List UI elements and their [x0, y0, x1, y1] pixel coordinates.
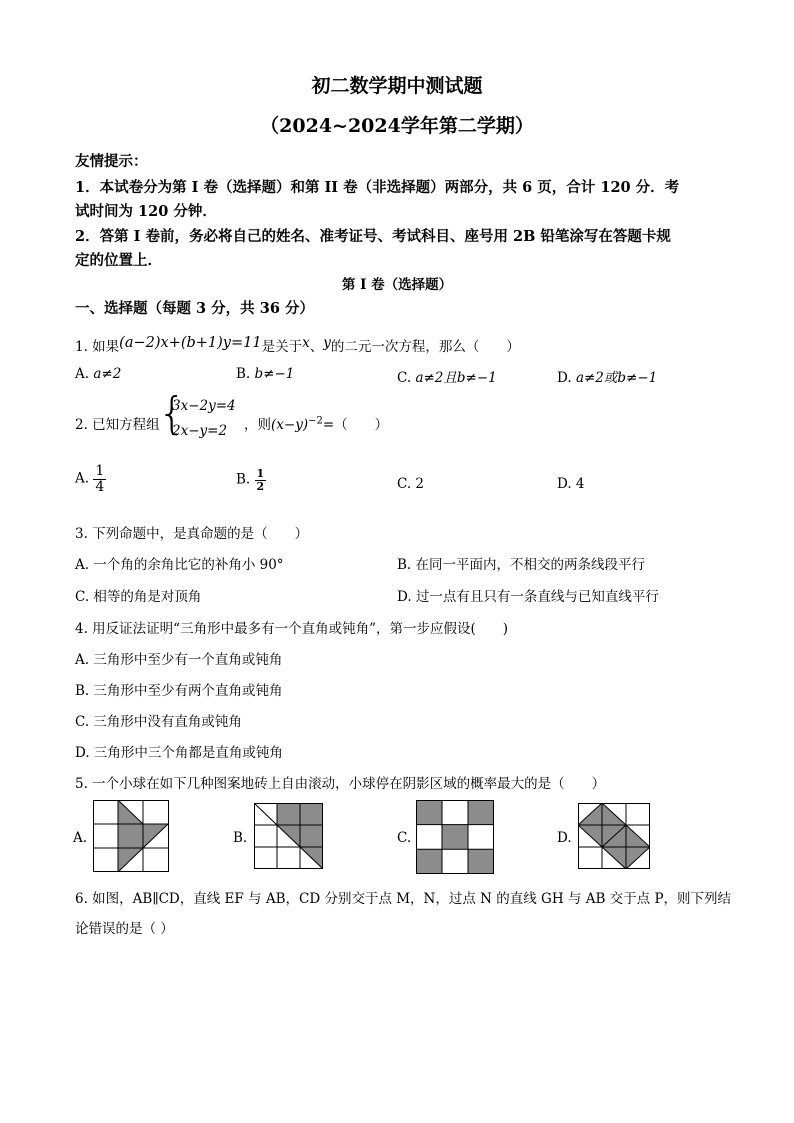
- q5-option-b-label[interactable]: B.: [233, 830, 248, 846]
- page-title: 初二数学期中测试题: [311, 75, 483, 97]
- q1-var-x: x: [302, 335, 310, 351]
- q2-b-num: 1: [256, 467, 265, 480]
- q1-a-label: A.: [75, 366, 90, 382]
- q4-option-c[interactable]: C. 三角形中没有直角或钝角: [75, 714, 242, 730]
- q1-option-b[interactable]: [236, 366, 294, 382]
- q1-d-label: D.: [557, 370, 572, 386]
- q2-post: [244, 413, 388, 433]
- q4-option-a[interactable]: A. 三角形中至少有一个直角或钝角: [75, 652, 283, 668]
- q3-stem: 3. 下列命题中，是真命题的是（ ）: [75, 526, 309, 542]
- q1-sep: 、: [309, 339, 324, 355]
- tile-c-cell-3: [442, 825, 468, 850]
- q1-d-value: a≠2或b≠−1: [575, 370, 658, 386]
- q5-option-a-label[interactable]: A.: [73, 830, 88, 846]
- q1-a-value: a≠2: [93, 366, 122, 382]
- tile-c-cell-4: [416, 849, 442, 874]
- q5-stem: 5. 一个小球在如下几种图案地砖上自由滚动，小球停在阴影区域的概率最大的是（ ）: [75, 776, 606, 792]
- q4-option-d[interactable]: D. 三角形中三个角都是直角或钝角: [75, 745, 283, 761]
- q1-option-d[interactable]: [557, 366, 657, 386]
- q2-b-label: B.: [236, 471, 251, 488]
- tips-line-1b: 试时间为 120 分钟．: [75, 203, 217, 220]
- q4-stem: 4. 用反证法证明“三角形中最多有一个直角或钝角”，第一步应假设( ): [75, 621, 509, 637]
- q2-option-c[interactable]: C. 2: [397, 476, 425, 492]
- tile-c-cell-5: [468, 849, 494, 874]
- q1-mid: 是关于: [261, 339, 303, 355]
- q2-exponent: −2: [308, 415, 323, 427]
- q2-a-den: 4: [95, 478, 105, 495]
- tile-c-cell-1: [416, 800, 442, 825]
- q5-option-c-label[interactable]: C.: [397, 830, 412, 846]
- q1-option-a[interactable]: [75, 366, 121, 382]
- q5-tile-b[interactable]: [254, 803, 323, 869]
- q2-a-num: 1: [95, 463, 105, 479]
- q1-post: 的二元一次方程，那么（ ）: [330, 339, 520, 355]
- q1-c-value: a≠2且b≠−1: [415, 370, 497, 386]
- section-heading: 第 I 卷（选择题）: [341, 277, 453, 293]
- tips-line-1a: 1．本试卷分为第 I 卷（选择题）和第 II 卷（非选择题）两部分，共 6 页，合计 120 分．考: [75, 179, 680, 196]
- q3-option-d[interactable]: D. 过一点有且只有一条直线与已知直线平行: [397, 589, 659, 605]
- q2-eq1: 3x−2y=4: [172, 398, 236, 414]
- q2-b-fraction: [255, 468, 267, 492]
- tips-line-2a: 2．答第 I 卷前，务必将自己的姓名、准考证号、考试科目、座号用 2B 铅笔涂写在答题卡规: [75, 228, 671, 245]
- q1-pre: 1. 如果: [75, 339, 120, 355]
- q6-stem-line-2: 论错误的是（ ）: [75, 921, 174, 937]
- q1-expression: (a−2)x+(b+1)y=11: [119, 335, 262, 351]
- q1-stem: [75, 335, 520, 355]
- q1-b-label: B.: [236, 366, 251, 382]
- tips-heading: 友情提示：: [75, 153, 148, 170]
- q2-option-b[interactable]: [236, 468, 266, 492]
- q1-option-c[interactable]: [397, 366, 497, 386]
- q2-option-d[interactable]: D. 4: [557, 476, 585, 492]
- tile-c-shades: [416, 800, 494, 874]
- q2-option-a[interactable]: [75, 464, 106, 494]
- q2-b-den: 2: [256, 479, 265, 493]
- page-subtitle: （2024~2024学年第二学期）: [260, 115, 534, 137]
- q3-option-a[interactable]: A. 一个角的余角比它的补角小 90°: [75, 557, 284, 573]
- q6-stem-line-1: 6. 如图，AB∥CD，直线 EF 与 AB，CD 分别交于点 M，N，过点 N 的直线 GH 与 AB 交于点 P，则下列结: [75, 891, 732, 907]
- q5-tile-c[interactable]: [416, 800, 494, 874]
- q2-equation-system: [158, 388, 248, 444]
- q1-var-y: y: [323, 335, 331, 351]
- part-heading: 一、选择题（每题 3 分，共 36 分）: [75, 300, 314, 317]
- q5-tile-a[interactable]: [93, 800, 169, 872]
- q2-a-label: A.: [75, 470, 90, 487]
- q2-brace: {: [158, 388, 186, 439]
- q2-post-a: ，则: [244, 417, 271, 433]
- q2-a-fraction: [93, 464, 106, 494]
- tips-line-2b: 定的位置上．: [75, 252, 162, 269]
- tile-d-grid: [578, 803, 650, 869]
- q1-c-label: C.: [397, 370, 412, 386]
- q2-post-b: =（ ）: [322, 417, 389, 433]
- q2-eq2: 2x−y=2: [172, 423, 228, 439]
- tile-c-cell-2: [468, 800, 494, 825]
- q2-expression: (x−y): [271, 417, 309, 433]
- q2-pre: 2. 已知方程组: [75, 417, 160, 433]
- q3-option-c[interactable]: C. 相等的角是对顶角: [75, 589, 202, 605]
- q1-b-value: b≠−1: [254, 366, 295, 382]
- q5-tile-d[interactable]: [578, 803, 650, 869]
- q5-option-d-label[interactable]: D.: [557, 830, 572, 846]
- q3-option-b[interactable]: B. 在同一平面内，不相交的两条线段平行: [397, 557, 646, 573]
- q4-option-b[interactable]: B. 三角形中至少有两个直角或钝角: [75, 683, 283, 699]
